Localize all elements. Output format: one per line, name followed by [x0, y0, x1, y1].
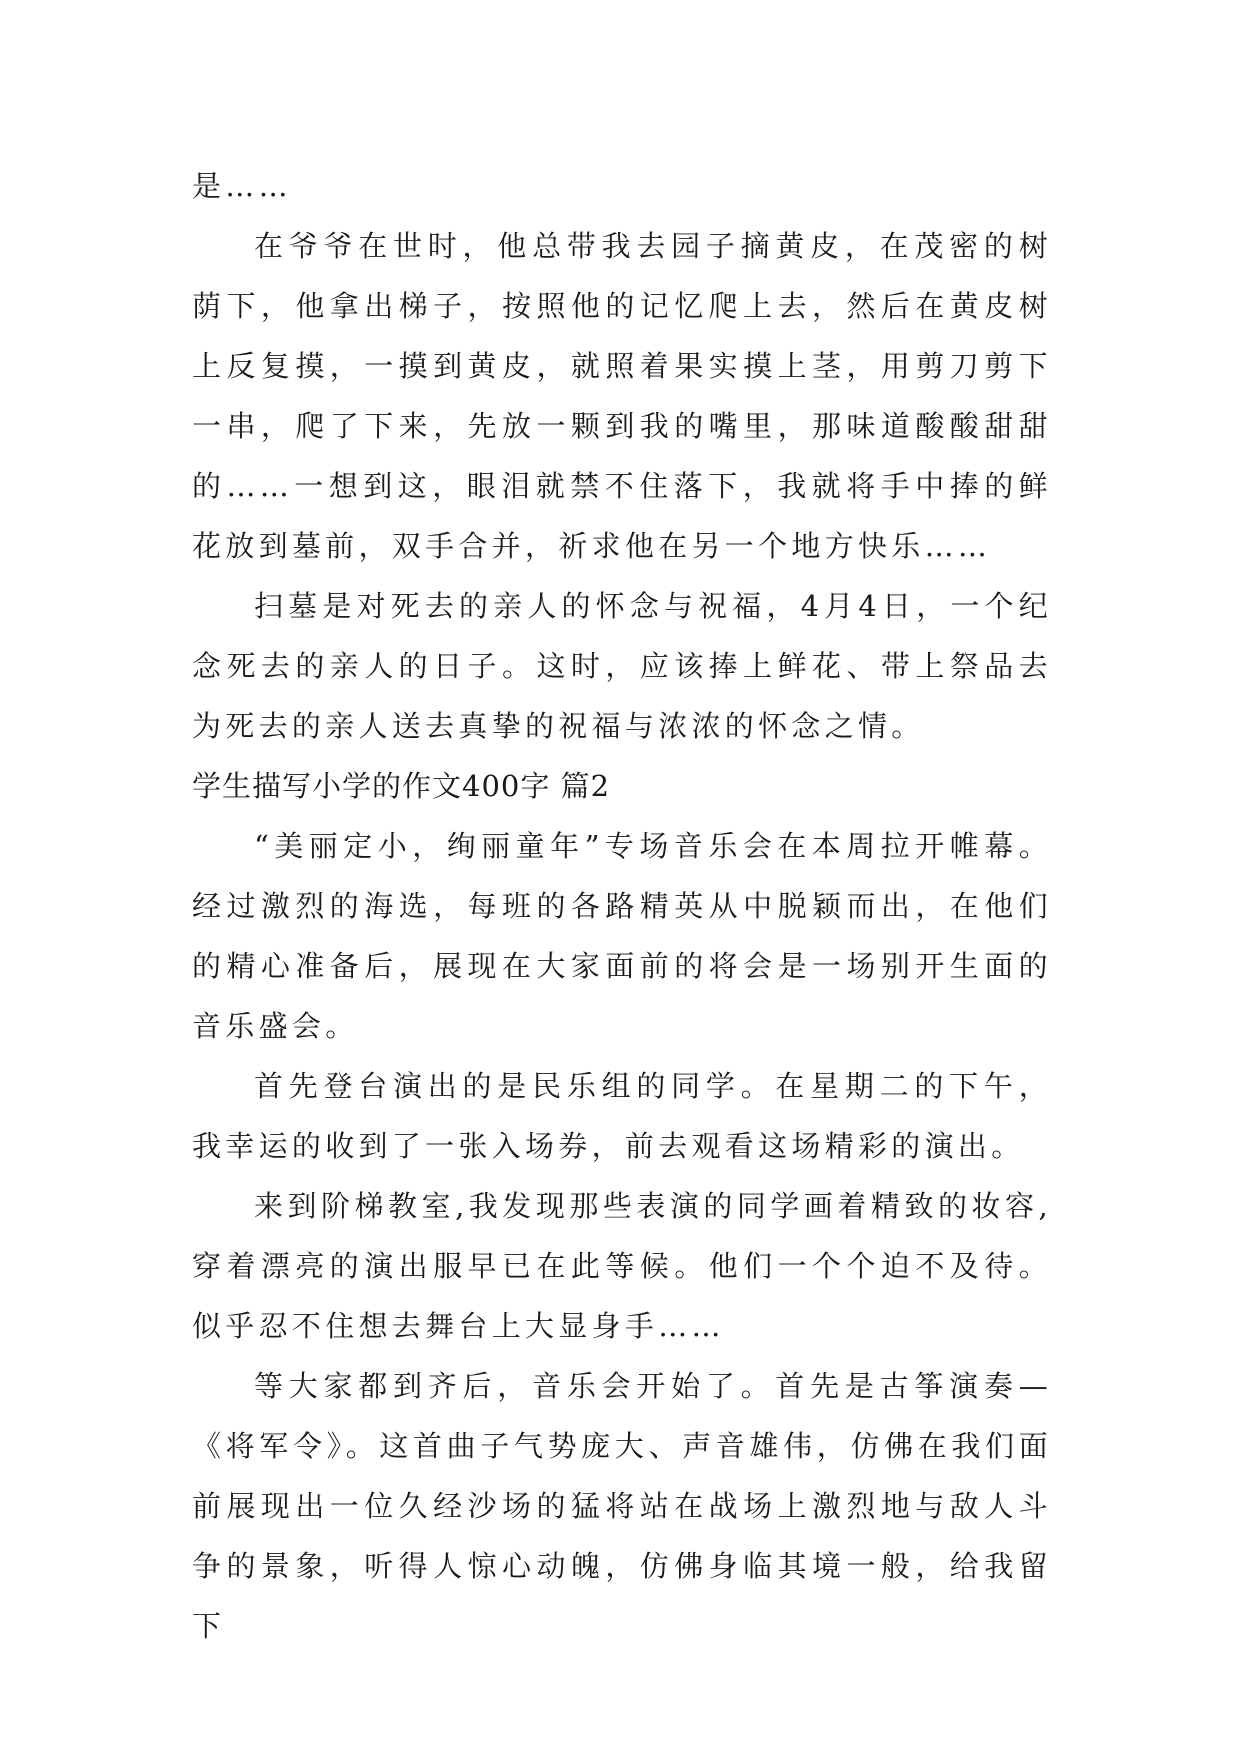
paragraph-continuation: 是…… — [192, 169, 292, 203]
paragraph-grandfather-memory: 在爷爷在世时，他总带我去园子摘黄皮，在茂密的树荫下，他拿出梯子，按照他的记忆爬上去，然后在黄皮树上反复摸，一摸到黄皮，就照着果实摸上茎，用剪刀剪下一串，爬了下来，先放一颗到我的嘴里，那味道酸酸甜甜的……一想到这，眼泪就禁不住落下，我就将手中捧的鲜花放到墓前，双手合并，祈求他在另一个地方快乐…… — [192, 229, 1052, 563]
document-body — [192, 156, 1052, 1656]
section-heading: 学生描写小学的作文400字 篇2 — [192, 769, 611, 803]
paragraph-lecture-hall: 来到阶梯教室,我发现那些表演的同学画着精致的妆容,穿着漂亮的演出服早已在此等候。他们一个个迫不及待。似乎忍不住想去舞台上大显身手…… — [192, 1189, 1052, 1343]
paragraph-folk-music-group: 首先登台演出的是民乐组的同学。在星期二的下午，我幸运的收到了一张入场券，前去观看这场精彩的演出。 — [192, 1069, 1052, 1163]
paragraph-concert-intro: “美丽定小，绚丽童年”专场音乐会在本周拉开帷幕。经过激烈的海选，每班的各路精英从中脱颖而出，在他们的精心准备后，展现在大家面前的将会是一场别开生面的音乐盛会。 — [192, 829, 1052, 1043]
paragraph-tomb-sweeping: 扫墓是对死去的亲人的怀念与祝福，4月4日，一个纪念死去的亲人的日子。这时，应该捧上鲜花、带上祭品去为死去的亲人送去真挚的祝福与浓浓的怀念之情。 — [192, 589, 1052, 743]
paragraph-guzheng-performance: 等大家都到齐后，音乐会开始了。首先是古筝演奏—《将军令》。这首曲子气势庞大、声音雄伟，仿佛在我们面前展现出一位久经沙场的猛将站在战场上激烈地与敌人斗争的景象，听得人惊心动魄，仿佛身临其境一般，给我留下 — [192, 1369, 1052, 1643]
